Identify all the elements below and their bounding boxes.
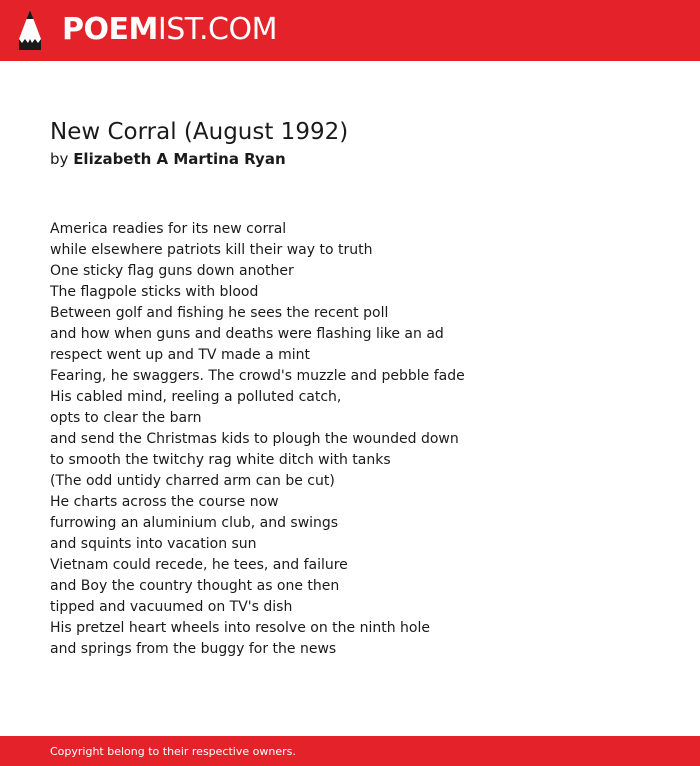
author-name: Elizabeth A Martina Ryan: [73, 150, 286, 168]
by-label: by: [50, 150, 69, 168]
poem-line: respect went up and TV made a mint: [50, 347, 311, 363]
logo-light-text: IST.COM: [157, 12, 277, 47]
poem-line: and Boy the country thought as one then: [50, 578, 340, 594]
poem-line: while elsewhere patriots kill their way to truth: [50, 242, 373, 258]
poem-line: and squints into vacation sun: [50, 536, 257, 552]
site-logo[interactable]: [62, 11, 277, 49]
poem-line: and springs from the buggy for the news: [50, 641, 337, 657]
poem-byline: [50, 149, 286, 169]
logo-bold-text: POEM: [62, 12, 158, 47]
poem-line: His cabled mind, reeling a polluted catch,: [50, 389, 342, 405]
poem-line: America readies for its new corral: [50, 221, 287, 237]
poem-line: Fearing, he swaggers. The crowd's muzzle and pebble fade: [50, 368, 465, 384]
poem-line: opts to clear the barn: [50, 410, 202, 426]
poem-line: to smooth the twitchy rag white ditch with tanks: [50, 452, 391, 468]
poem-title: New Corral (August 1992): [50, 119, 349, 145]
poem-line: Vietnam could recede, he tees, and failure: [50, 557, 348, 573]
poem-line: (The odd untidy charred arm can be cut): [50, 473, 335, 489]
pencil-icon[interactable]: [18, 9, 42, 51]
poem-line: One sticky flag guns down another: [50, 263, 294, 279]
poem-body: [50, 219, 670, 660]
copyright-text: Copyright belong to their respective owners.: [50, 745, 296, 758]
poem-line: and how when guns and deaths were flashing like an ad: [50, 326, 444, 342]
poem-line: Between golf and fishing he sees the recent poll: [50, 305, 389, 321]
poem-line: He charts across the course now: [50, 494, 279, 510]
poem-line: furrowing an aluminium club, and swings: [50, 515, 339, 531]
site-header: [0, 0, 700, 61]
poem-line: and send the Christmas kids to plough the wounded down: [50, 431, 459, 447]
poem-line: The flagpole sticks with blood: [50, 284, 259, 300]
poem-line: His pretzel heart wheels into resolve on the ninth hole: [50, 620, 430, 636]
poem-line: tipped and vacuumed on TV's dish: [50, 599, 293, 615]
site-footer: [0, 736, 700, 766]
